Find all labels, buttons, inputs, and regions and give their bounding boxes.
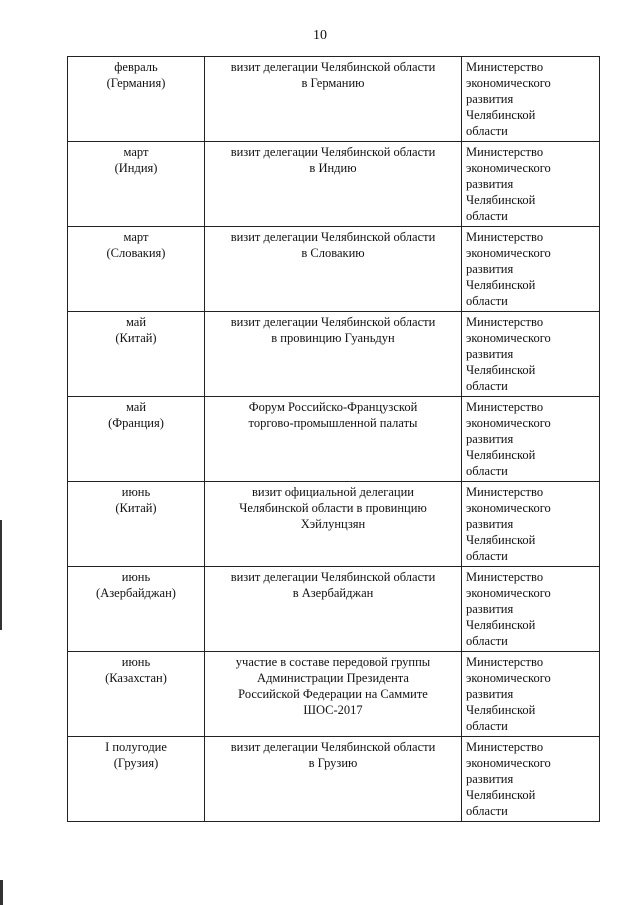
responsible-text-line: развития bbox=[466, 602, 514, 616]
responsible-text-line: области bbox=[466, 634, 508, 648]
responsible-text-line: Министерство bbox=[466, 145, 544, 159]
date-text-line: I полугодие bbox=[105, 740, 167, 754]
date-text-line: (Азербайджан) bbox=[96, 586, 176, 600]
responsible-text-line: экономического bbox=[466, 331, 551, 345]
events-table bbox=[67, 56, 600, 822]
event-text-line: в Германию bbox=[301, 76, 365, 90]
date-text-line: (Словакия) bbox=[106, 246, 166, 260]
date-text-line: (Казахстан) bbox=[105, 671, 167, 685]
responsible-cell bbox=[462, 312, 600, 397]
table-row bbox=[68, 142, 600, 227]
date-text-line: июнь bbox=[121, 655, 151, 669]
date-text-line: май bbox=[125, 400, 147, 414]
event-cell bbox=[205, 312, 462, 397]
event-cell bbox=[205, 482, 462, 567]
responsible-text-line: экономического bbox=[466, 161, 551, 175]
event-text-line: визит делегации Челябинской области bbox=[230, 740, 436, 754]
events-table-body bbox=[68, 57, 600, 822]
date-text-line: март bbox=[123, 230, 149, 244]
date-text-line: февраль bbox=[114, 60, 158, 74]
responsible-text-line: Челябинской bbox=[466, 108, 536, 122]
responsible-text-line: области bbox=[466, 124, 508, 138]
date-text-line: март bbox=[123, 145, 149, 159]
date-text-line: (Индия) bbox=[114, 161, 158, 175]
event-cell bbox=[205, 567, 462, 652]
responsible-text-line: развития bbox=[466, 262, 514, 276]
responsible-text-line: Министерство bbox=[466, 315, 544, 329]
responsible-text-line: Министерство bbox=[466, 740, 544, 754]
responsible-text-line: развития bbox=[466, 432, 514, 446]
event-cell bbox=[205, 652, 462, 737]
responsible-text-line: Министерство bbox=[466, 230, 544, 244]
date-cell bbox=[68, 397, 205, 482]
event-text-line: визит делегации Челябинской области bbox=[230, 315, 436, 329]
responsible-text-line: Челябинской bbox=[466, 363, 536, 377]
event-cell bbox=[205, 227, 462, 312]
event-text-line: в Индию bbox=[309, 161, 357, 175]
event-text-line: визит делегации Челябинской области bbox=[230, 230, 436, 244]
event-text-line: в Грузию bbox=[308, 756, 358, 770]
responsible-text-line: Челябинской bbox=[466, 618, 536, 632]
date-cell bbox=[68, 57, 205, 142]
responsible-text-line: развития bbox=[466, 687, 514, 701]
event-text-line: Хэйлунцзян bbox=[300, 517, 366, 531]
table-row bbox=[68, 227, 600, 312]
responsible-cell bbox=[462, 142, 600, 227]
date-text-line: (Китай) bbox=[115, 501, 157, 515]
responsible-text-line: Челябинской bbox=[466, 703, 536, 717]
event-cell bbox=[205, 142, 462, 227]
date-cell bbox=[68, 567, 205, 652]
date-cell bbox=[68, 227, 205, 312]
event-cell bbox=[205, 57, 462, 142]
responsible-text-line: Челябинской bbox=[466, 278, 536, 292]
responsible-cell bbox=[462, 57, 600, 142]
margin-scan-mark bbox=[0, 520, 2, 630]
event-cell bbox=[205, 397, 462, 482]
responsible-text-line: области bbox=[466, 804, 508, 818]
responsible-text-line: экономического bbox=[466, 586, 551, 600]
margin-scan-mark bbox=[0, 880, 3, 905]
responsible-cell bbox=[462, 227, 600, 312]
date-cell bbox=[68, 737, 205, 822]
event-text-line: участие в составе передовой группы bbox=[235, 655, 431, 669]
responsible-text-line: Министерство bbox=[466, 60, 544, 74]
responsible-text-line: Министерство bbox=[466, 655, 544, 669]
date-cell bbox=[68, 652, 205, 737]
event-text-line: торгово-промышленной палаты bbox=[248, 416, 418, 430]
event-text-line: Российской Федерации на Саммите bbox=[238, 687, 428, 701]
event-text-line: ШОС-2017 bbox=[303, 703, 363, 717]
responsible-text-line: области bbox=[466, 209, 508, 223]
event-text-line: визит делегации Челябинской области bbox=[230, 60, 436, 74]
date-text-line: июнь bbox=[121, 485, 151, 499]
responsible-text-line: области bbox=[466, 464, 508, 478]
responsible-cell bbox=[462, 652, 600, 737]
event-cell bbox=[205, 737, 462, 822]
date-cell bbox=[68, 312, 205, 397]
table-row bbox=[68, 57, 600, 142]
responsible-cell bbox=[462, 482, 600, 567]
date-cell bbox=[68, 482, 205, 567]
event-text-line: в Азербайджан bbox=[292, 586, 374, 600]
date-text-line: (Китай) bbox=[115, 331, 157, 345]
table-row bbox=[68, 482, 600, 567]
event-text-line: Форум Российско-Французской bbox=[248, 400, 418, 414]
event-text-line: Администрации Президента bbox=[257, 671, 409, 685]
responsible-text-line: экономического bbox=[466, 416, 551, 430]
event-text-line: визит официальной делегации bbox=[251, 485, 414, 499]
responsible-text-line: Челябинской bbox=[466, 448, 536, 462]
date-text-line: (Грузия) bbox=[113, 756, 159, 770]
date-text-line: май bbox=[125, 315, 147, 329]
responsible-text-line: области bbox=[466, 719, 508, 733]
responsible-text-line: Челябинской bbox=[466, 533, 536, 547]
date-cell bbox=[68, 142, 205, 227]
responsible-cell bbox=[462, 397, 600, 482]
event-text-line: визит делегации Челябинской области bbox=[230, 570, 436, 584]
table-row bbox=[68, 567, 600, 652]
event-text-line: Челябинской области в провинцию bbox=[239, 501, 427, 515]
table-row bbox=[68, 312, 600, 397]
table-row bbox=[68, 397, 600, 482]
responsible-text-line: экономического bbox=[466, 246, 551, 260]
responsible-text-line: развития bbox=[466, 517, 514, 531]
event-text-line: в Словакию bbox=[301, 246, 365, 260]
responsible-text-line: области bbox=[466, 379, 508, 393]
responsible-text-line: экономического bbox=[466, 501, 551, 515]
responsible-text-line: экономического bbox=[466, 76, 551, 90]
responsible-cell bbox=[462, 567, 600, 652]
table-row bbox=[68, 652, 600, 737]
responsible-text-line: экономического bbox=[466, 671, 551, 685]
responsible-text-line: Министерство bbox=[466, 400, 544, 414]
responsible-text-line: экономического bbox=[466, 756, 551, 770]
date-text-line: (Франция) bbox=[108, 416, 164, 430]
responsible-text-line: развития bbox=[466, 347, 514, 361]
responsible-text-line: области bbox=[466, 294, 508, 308]
responsible-text-line: Челябинской bbox=[466, 193, 536, 207]
responsible-text-line: области bbox=[466, 549, 508, 563]
responsible-text-line: развития bbox=[466, 772, 514, 786]
responsible-text-line: Челябинской bbox=[466, 788, 536, 802]
date-text-line: июнь bbox=[121, 570, 151, 584]
responsible-text-line: Министерство bbox=[466, 570, 544, 584]
event-text-line: в провинцию Гуаньдун bbox=[271, 331, 395, 345]
date-text-line: (Германия) bbox=[106, 76, 166, 90]
responsible-text-line: развития bbox=[466, 92, 514, 106]
event-text-line: визит делегации Челябинской области bbox=[230, 145, 436, 159]
responsible-text-line: развития bbox=[466, 177, 514, 191]
table-row bbox=[68, 737, 600, 822]
responsible-text-line: Министерство bbox=[466, 485, 544, 499]
responsible-cell bbox=[462, 737, 600, 822]
page-number: 10 bbox=[313, 28, 327, 43]
